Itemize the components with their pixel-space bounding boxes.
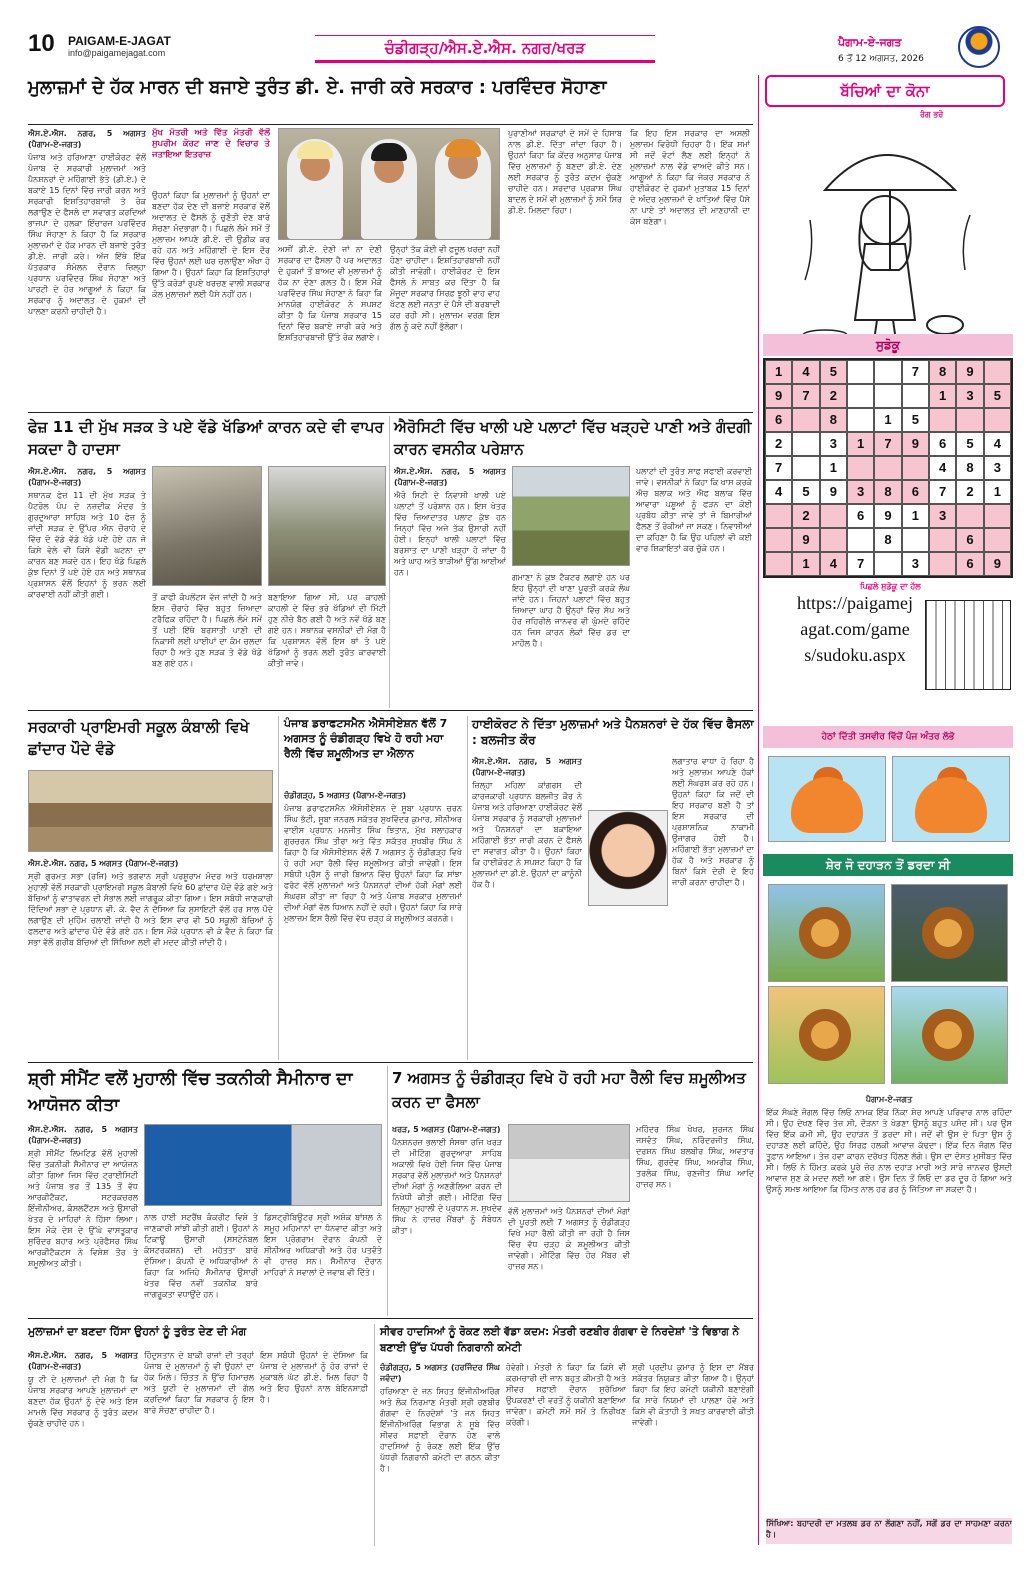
sudoku-cell[interactable]: 3 (820, 432, 847, 456)
sudoku-cell[interactable]: 6 (902, 480, 929, 504)
sudoku-cell[interactable] (874, 384, 901, 408)
draftsman-body-text: ਪੰਜਾਬ ਡਰਾਫਟਸਮੈਨ ਐਸੋਸੀਏਸ਼ਨ ਦੇ ਸੂਬਾ ਪ੍ਰਧਾਨ ਚਰਨ ਸਿੰਘ ਭੱਟੀ, ਸੂਬਾ ਜਨਰਲ ਸਕੱਤਰ ਸੁਖਵਿੰਦਰ ਕੁਮਾਰ, ਸੀਨੀਅਰ ਵਾਈਸ ਪ੍ਰਧਾਨ ਮਨਜੀਤ ਸਿੰਘ ਝਿਤਾਨ, ਮੁੱਖ ਸਲਾਹਕਾਰ ਗੁਰਚਰਨ ਸਿੰਘ ਤੀਰਾ ਅਤੇ ਵਿੱਤ ਸਕੱਤਰ ਸੁਖਬੀਰ ਸਿੰਘ ਨੇ ਕਿਹਾ ਹੈ ਕਿ ਐਸੋਸੀਏਸ਼ਨ ਵੱਲੋਂ 7 ਅਗਸਤ ਨੂੰ ਚੰਡੀਗੜ੍ਹ ਵਿਖੇ ਹੋ ਰਹੀ ਮਹਾ ਰੈਲੀ ਵਿੱਚ ਸ਼ਮੂਲੀਅਤ ਕੀਤੀ ਜਾਵੇਗੀ। ਇਸ ਸਬੰਧੀ ਪ੍ਰੈਸ ਨੂੰ ਜਾਰੀ ਬਿਆਨ ਵਿੱਚ ਉਹਨਾਂ ਕਿਹਾ ਕਿ ਸਾਂਝਾ ਫਰੰਟ ਵੱਲੋਂ ਮੁਲਾਜ਼ਮਾਂ ਅਤੇ ਪੈਨਸ਼ਨਰਾਂ ਦੀਆਂ ਹੱਕੀ ਮੰਗਾਂ ਲਈ ਸੰਘਰਸ਼ ਕੀਤਾ ਜਾ ਰਿਹਾ ਹੈ ਅਤੇ ਪੰਜਾਬ ਸਰਕਾਰ ਮੁਲਾਜ਼ਮਾਂ ਦੀਆਂ ਮੰਗਾਂ ਵੱਲ ਧਿਆਨ ਨਹੀਂ ਦੇ ਰਹੀ। ਉਹਨਾਂ ਕਿਹਾ ਕਿ ਸਾਰੇ ਮੁਲਾਜ਼ਮ ਇਸ ਰੈਲੀ ਵਿੱਚ ਵੱਧ ਚੜ੍ਹ ਕੇ ਸ਼ਮੂਲੀਅਤ ਕਰਨਗੇ। (284, 804, 462, 923)
sudoku-cell[interactable]: 4 (929, 456, 956, 480)
shree-cement-body (28, 1124, 138, 1314)
sudoku-cell[interactable] (792, 432, 819, 456)
employees-demand-headline: ਮੁਲਾਜ਼ਮਾਂ ਦਾ ਬਣਦਾ ਹਿੱਸਾ ਉਹਨਾਂ ਨੂੰ ਤੁਰੰਤ ਦੇਣ ਦੀ ਮੰਗ (28, 1325, 247, 1338)
sudoku-cell[interactable]: 6 (847, 504, 874, 528)
page-number: 10 (28, 30, 55, 57)
main-headline: ਮੁਲਾਜ਼ਮਾਂ ਦੇ ਹੱਕ ਮਾਰਨ ਦੀ ਬਜਾਏ ਤੁਰੰਤ ਡੀ. ਏ. ਜਾਰੀ ਕਰੇ ਸਰਕਾਰ : ਪਰਵਿੰਦਰ ਸੋਹਾਣਾ (28, 77, 607, 98)
divider (28, 1062, 753, 1063)
sudoku-cell[interactable] (902, 456, 929, 480)
divider (389, 416, 390, 708)
aerocity-headline: ਐਰੋਸਿਟੀ ਵਿੱਚ ਖਾਲੀ ਪਏ ਪਲਾਟਾਂ ਵਿੱਚ ਖੜ੍ਹਦੇ ਪਾਣੀ ਅਤੇ ਗੰਦਗੀ ਕਾਰਨ ਵਸਨੀਕ ਪਰੇਸ਼ਾਨ (394, 418, 752, 458)
phase11-col-2: ਤੋਂ ਕਾਫੀ ਕੰਪਲੇਂਟਸ ਵੱਜ ਜਾਂਦੀ ਹੈ ਅਤੇ ਇਸ ਚੌਰਾਹੇ ਵਿੱਚ ਬਹੁਤ ਜ਼ਿਆਦਾ ਟਰੈਫਿਕ ਰਹਿੰਦਾ ਹੈ। ਪਿਛਲੇ ਲੰਮੇ ਸਮੇਂ ਤੋਂ ਪਈ ਇੱਥੇ ਬਰਸਾਤੀ ਪਾਣੀ ਦੀ ਨਿਕਾਸੀ ਲਈ ਪਾਈਪਾਂ ਦਾ ਕੰਮ ਚਲਦਾ ਰਿਹਾ ਹੈ ਅਤੇ ਹੁਣ ਸੜਕ ਤੇ ਵੱਡੇ ਖੱਡੇ ਬਣ ਗਏ ਹਨ। (152, 593, 262, 668)
sudoku-cell[interactable] (847, 528, 874, 552)
school-photo (28, 770, 273, 852)
divider (28, 412, 753, 413)
shree-cement-col-3: ਡਿਸਟ੍ਰੀਬਿਊਟਰ ਸ੍ਰੀ ਅਸ਼ੋਕ ਬਾਂਸਲ ਨੇ ਸਮੂਹ ਮਹਿਮਾਨਾਂ ਦਾ ਧੰਨਵਾਦ ਕੀਤਾ ਅਤੇ ਇਸ ਪ੍ਰੋਗਰਾਮ ਦੌਰਾਨ ਕੰਪਨੀ ਦੇ ਸੀਨੀਅਰ ਅਧਿਕਾਰੀ ਅਤੇ ਹੋਰ ਪਤਵੰਤੇ ਵੀ ਹਾਜ਼ਰ ਸਨ। ਸੈਮੀਨਾਰ ਦੌਰਾਨ ਮਾਹਿਰਾਂ ਨੇ ਸਵਾਲਾਂ ਦੇ ਜਵਾਬ ਵੀ ਦਿੱਤੇ। (264, 1213, 382, 1277)
divider (28, 710, 753, 711)
highcourt-headline: ਹਾਈਕੋਰਟ ਨੇ ਦਿੱਤਾ ਮੁਲਾਜ਼ਮਾਂ ਅਤੇ ਪੈਨਸ਼ਨਰਾਂ ਦੇ ਹੱਕ ਵਿੱਚ ਫੈਸਲਾ : ਬਲਜੀਤ ਕੌਰ (472, 717, 754, 747)
school-body (28, 858, 273, 1058)
sudoku-cell[interactable]: 1 (929, 384, 956, 408)
sudoku-cell[interactable]: 4 (792, 360, 819, 384)
sudoku-cell[interactable] (929, 408, 956, 432)
sudoku-cell[interactable]: 1 (984, 480, 1011, 504)
previous-solution-label: ਪਿਛਲੇ ਸੁਡੋਕੂ ਦਾ ਹੱਲ (860, 582, 921, 591)
sudoku-cell[interactable] (874, 456, 901, 480)
sudoku-cell[interactable]: 6 (765, 408, 792, 432)
sewer-col-3: ਸ਼੍ਰੀ ਪ੍ਰਦੀਪ ਕੁਮਾਰ ਨੂੰ ਇਸ ਦਾ ਮੈਂਬਰ ਸਕੱਤਰ ਨਿਯੁਕਤ ਕੀਤਾ ਗਿਆ ਹੈ। ਉਨ੍ਹਾਂ ਕਿਹਾ ਕਿ ਇਹ ਕਮੇਟੀ ਯਕੀਨੀ ਬਣਾਏਗੀ ਕਿ ਸਾਰੇ ਨਿਯਮਾਂ ਦੀ ਪਾਲਣਾ ਹੋਵੇ ਅਤੇ ਕਿਸੇ ਵੀ ਕੋਤਾਹੀ ਤੇ ਸਖ਼ਤ ਕਾਰਵਾਈ ਕੀਤੀ ਜਾਵੇਗੀ। (632, 1363, 754, 1427)
sudoku-cell[interactable] (956, 504, 983, 528)
issue-date: 6 ਤੋਂ 12 ਅਗਸਤ, 2026 (838, 54, 924, 64)
divider (467, 716, 468, 1060)
sewer-col-1 (380, 1362, 500, 1546)
sudoku-cell[interactable] (929, 552, 956, 576)
sudoku-cell[interactable]: 9 (820, 480, 847, 504)
phase11-byline: ਐਸ.ਏ.ਐਸ. ਨਗਰ, 5 ਅਗਸਤ (ਪੈਗਾਮ-ਏ-ਜਗਤ) (28, 467, 146, 487)
sudoku-cell[interactable] (956, 408, 983, 432)
sudoku-cell[interactable] (984, 528, 1011, 552)
aerocity-col-1-text: ਐਰੋ ਸਿਟੀ ਦੇ ਨਿਵਾਸੀ ਖਾਲੀ ਪਏ ਪਲਾਟਾਂ ਤੋਂ ਪਰੇਸ਼ਾਨ ਹਨ। ਇਸ ਖੇਤਰ ਵਿੱਚ ਜ਼ਿਆਦਾਤਰ ਪਲਾਟ ਕੁੱਝ ਹਨ ਜਿਨ੍ਹਾਂ ਵਿੱਚ ਅਜੇ ਤੱਕ ਉਸਾਰੀ ਨਹੀਂ ਹੋਈ। ਇਨ੍ਹਾਂ ਖਾਲੀ ਪਲਾਟਾਂ ਵਿੱਚ ਬਰਸਾਤ ਦਾ ਪਾਣੀ ਖੜ੍ਹਾ ਹੋ ਜਾਂਦਾ ਹੈ ਅਤੇ ਘਾਹ ਅਤੇ ਝਾੜੀਆਂ ਉੱਗ ਆਈਆਂ ਹਨ। (394, 491, 506, 577)
shree-cement-headline: ਸ਼੍ਰੀ ਸੀਮੈਂਟ ਵਲੋਂ ਮੁਹਾਲੀ ਵਿੱਚ ਤਕਨੀਕੀ ਸੈਮੀਨਾਰ ਦਾ ਆਯੋਜਨ ਕੀਤਾ (28, 1069, 353, 1115)
seminar-photo (144, 1124, 382, 1206)
spot-difference-title: ਹੇਠਾਂ ਦਿੱਤੀ ਤਸਵੀਰ ਵਿੱਚੋਂ ਪੰਜ ਅੰਤਰ ਲੱਭੋ (763, 726, 1013, 748)
city-band (315, 35, 655, 63)
highcourt-col-2: ਲਗਾਤਾਰ ਵਾਧਾ ਹੋ ਰਿਹਾ ਹੈ ਅਤੇ ਮੁਲਾਜ਼ਮ ਆਪਣੇ ਹੱਕਾਂ ਲਈ ਸੰਘਰਸ਼ ਕਰ ਰਹੇ ਹਨ। ਉਹਨਾਂ ਕਿਹਾ ਕਿ ਜਦੋਂ ਦੀ ਇਹ ਸਰਕਾਰ ਬਣੀ ਹੈ ਤਾਂ ਇਸ ਸਰਕਾਰ ਦੀ ਪ੍ਰਸ਼ਾਸਨਿਕ ਨਾਕਾਮੀ ਉਜਾਗਰ ਹੋਈ ਹੈ। ਮਹਿੰਗਾਈ ਭੱਤਾ ਮੁਲਾਜ਼ਮਾਂ ਦਾ ਹੱਕ ਹੈ ਅਤੇ ਸਰਕਾਰ ਨੂੰ ਬਿਨਾਂ ਕਿਸੇ ਦੇਰੀ ਦੇ ਇਹ ਜਾਰੀ ਕਰਨਾ ਚਾਹੀਦਾ ਹੈ। (672, 757, 754, 887)
sudoku-cell[interactable]: 5 (902, 408, 929, 432)
sudoku-cell[interactable]: 9 (956, 360, 983, 384)
umbrella-girl-coloring-icon (785, 120, 985, 340)
sewer-headline: ਸੀਵਰ ਹਾਦਸਿਆਂ ਨੂੰ ਰੋਕਣ ਲਈ ਵੱਡਾ ਕਦਮ: ਮੰਤਰੀ ਰਣਬੀਰ ਗੰਗਵਾ ਦੇ ਨਿਰਦੇਸ਼ਾਂ 'ਤੇ ਵਿਭਾਗ ਨੇ ਬਣਾਈ ਉੱਚ ਪੱਧਰੀ ਨਿਗਰਾਨੀ ਕਮੇਟੀ (380, 1326, 740, 1354)
sudoku-cell[interactable]: 1 (765, 360, 792, 384)
sewer-col-2: ਹੋਵੇਗੀ। ਮੰਤਰੀ ਨੇ ਕਿਹਾ ਕਿ ਕਿਸੇ ਵੀ ਕਰਮਚਾਰੀ ਦੀ ਜਾਨ ਬਹੁਤ ਕੀਮਤੀ ਹੈ ਅਤੇ ਸੀਵਰ ਸਫ਼ਾਈ ਦੌਰਾਨ ਸੁਰੱਖਿਆ ਉਪਕਰਣਾਂ ਦੀ ਵਰਤੋਂ ਨੂੰ ਯਕੀਨੀ ਬਣਾਇਆ ਜਾਵੇਗਾ। ਕਮੇਟੀ ਸਮੇਂ ਸਮੇਂ ਤੇ ਨਿਰੀਖਣ ਕਰੇਗੀ। (506, 1363, 626, 1427)
sudoku-cell[interactable]: 4 (820, 552, 847, 576)
aerocity-byline: ਐਸ.ਏ.ਐਸ. ਨਗਰ, 5 ਅਗਸਤ (ਪੈਗਾਮ-ਏ-ਜਗਤ) (394, 467, 506, 487)
sudoku-cell[interactable]: 9 (874, 504, 901, 528)
sudoku-cell[interactable] (820, 528, 847, 552)
maha-rally-col-3: ਮਹਿੰਦਰ ਸਿੰਘ ਖੋਖਰ, ਸੁਰਜਨ ਸਿੰਘ ਜਸਵੰਤ ਸਿੰਘ, ਨਰਿੰਦਰਜੀਤ ਸਿੰਘ, ਦਰਸ਼ਨ ਸਿੰਘ ਬਲਬੀਰ ਸਿੰਘ, ਅਵਤਾਰ ਸਿੰਘ, ਗੁਰਦੇਵ ਸਿੰਘ, ਅਮਰੀਕ ਸਿੰਘ, ਤਰਲੋਕ ਸਿੰਘ, ਰਣਜੀਤ ਸਿੰਘ ਆਦਿ ਹਾਜ਼ਰ ਸਨ। (636, 1125, 754, 1189)
maha-rally-byline: ਖਰੜ, 5 ਅਗਸਤ (ਪੈਗਾਮ-ਏ-ਜਗਤ) (392, 1125, 501, 1134)
teapot-body (915, 777, 987, 833)
sudoku-cell[interactable]: 1 (820, 456, 847, 480)
sudoku-cell[interactable]: 3 (902, 552, 929, 576)
sudoku-cell[interactable] (820, 504, 847, 528)
highcourt-byline: ਐਸ.ਏ.ਐਸ. ਨਗਰ, 5 ਅਗਸਤ (ਪੈਗਾਮ-ਏ-ਜਗਤ) (472, 757, 582, 777)
sudoku-cell[interactable]: 2 (792, 504, 819, 528)
lion-illustration-4 (891, 986, 1008, 1084)
lion-face (934, 1021, 962, 1049)
sudoku-cell[interactable] (765, 504, 792, 528)
sudoku-cell[interactable]: 8 (874, 480, 901, 504)
turban-icon (297, 141, 333, 159)
sudoku-cell[interactable]: 4 (765, 480, 792, 504)
lion-face (811, 919, 839, 947)
officials-photo (278, 128, 500, 240)
divider (28, 1318, 753, 1319)
sudoku-url-link[interactable]: https://paigamejagat.com/games/sudoku.aspx (797, 593, 913, 665)
highcourt-col-1-text: ਜ਼ਿਲ੍ਹਾ ਮਹਿਲਾ ਕਾਂਗਰਸ ਦੀ ਕਾਰਜਕਾਰੀ ਪ੍ਰਧਾਨ ਬਲਜੀਤ ਕੌਰ ਨੇ ਪੰਜਾਬ ਅਤੇ ਹਰਿਆਣਾ ਹਾਈਕੋਰਟ ਵੱਲੋਂ ਪੰਜਾਬ ਸਰਕਾਰ ਨੂੰ ਸਰਕਾਰੀ ਮੁਲਾਜ਼ਮਾਂ ਅਤੇ ਪੈਨਸ਼ਨਰਾਂ ਦਾ ਬਕਾਇਆ ਮਹਿੰਗਾਈ ਭੱਤਾ ਜਾਰੀ ਕਰਨ ਦੇ ਫੈਸਲੇ ਦਾ ਸਵਾਗਤ ਕੀਤਾ ਹੈ। ਉਹਨਾਂ ਕਿਹਾ ਕਿ ਹਾਈਕੋਰਟ ਨੇ ਸਪਸ਼ਟ ਕਿਹਾ ਹੈ ਕਿ ਮੁਲਾਜ਼ਮਾਂ ਦਾ ਡੀ.ਏ. ਉਹਨਾਂ ਦਾ ਕਾਨੂੰਨੀ ਹੱਕ ਹੈ। (472, 781, 582, 889)
aerocity-col-1 (394, 466, 506, 706)
lion-illustration-2 (891, 884, 1008, 982)
sudoku-cell[interactable] (792, 456, 819, 480)
lion-face (811, 1021, 839, 1049)
sudoku-cell[interactable]: 6 (956, 552, 983, 576)
sudoku-cell[interactable] (902, 384, 929, 408)
sudoku-title: ਸੁਡੋਕੂ (763, 334, 1013, 356)
main-pullquote: ਮੁੱਖ ਮੰਤਰੀ ਅਤੇ ਵਿੱਤ ਮੰਤਰੀ ਵੱਲੋਂ ਸੁਪਰੀਮ ਕੋਰਟ ਜਾਣ ਦੇ ਵਿਚਾਰ ਤੇ ਜਤਾਇਆ ਇਤਰਾਜ਼ (152, 128, 270, 160)
sudoku-cell[interactable]: 5 (984, 384, 1011, 408)
aerocity-col-2: ਗਮਾਣਾ ਨੇ ਕੁਝ ਟੈਕਟਰ ਲਗਾਏ ਹਨ ਪਰ ਇਹ ਉਨ੍ਹਾਂ ਦੀ ਖਾਣਾ ਪੂਰਤੀ ਕਰਕੇ ਲੰਘ ਜਾਂਦੇ ਹਨ। ਜਿਹਨਾਂ ਪਲਾਟਾਂ ਵਿੱਚ ਬਹੁਤ ਜ਼ਿਆਦਾ ਘਾਹ ਹੈ ਉਨ੍ਹਾਂ ਵਿੱਚ ਸੱਪ ਅਤੇ ਹੋਰ ਜ਼ਹਿਰੀਲੇ ਜਾਨਵਰ ਵੀ ਘੁੰਮਦੇ ਰਹਿੰਦੇ ਹਨ ਜਿਸ ਕਾਰਨ ਲੋਕਾਂ ਵਿੱਚ ਡਰ ਦਾ ਮਾਹੌਲ ਹੈ। (512, 573, 630, 648)
teapot-body (791, 777, 863, 833)
phase11-col-1-text: ਸਥਾਨਕ ਫੇਜ਼ 11 ਦੀ ਮੁੱਖ ਸੜਕ ਤੇ ਪੈਟਰੋਲ ਪੰਪ ਦੇ ਨਜ਼ਦੀਕ ਮੰਦਰ ਤੇ ਗੁਰਦੁਆਰਾ ਸਾਹਿਬ ਅਤੇ 10 ਫੇਜ਼ ਨੂੰ ਜਾਂਦੀ ਸੜਕ ਦੇ ਉੱਪਰ ਐਨ ਚੌਰਾਹੇ ਦੇ ਵਿੱਚ ਦੋ ਵੱਡੇ ਵੱਡੇ ਖੱਡੇ ਪਏ ਹੋਏ ਹਨ ਜੋ ਕਿਸੇ ਵੇਲੇ ਵੀ ਕਿਸੇ ਵੱਡੀ ਘਟਨਾ ਦਾ ਕਾਰਨ ਬਣ ਸਕਦੇ ਹਨ। ਇਹ ਖੱਡੇ ਪਿਛਲੇ ਕੁੱਝ ਦਿਨਾਂ ਤੋਂ ਪਏ ਹੋਏ ਹਨ ਅਤੇ ਸਥਾਨਕ ਪ੍ਰਸ਼ਾਸਨ ਵੱਲੋਂ ਇਹਨਾਂ ਨੂੰ ਭਰਨ ਲਈ ਕਾਰਵਾਈ ਨਹੀਂ ਕੀਤੀ ਗਈ। (28, 491, 146, 599)
maha-rally-col-1 (392, 1124, 502, 1314)
sudoku-cell[interactable]: 5 (792, 480, 819, 504)
main-col-1-text: ਪੰਜਾਬ ਅਤੇ ਹਰਿਆਣਾ ਹਾਈਕੋਰਟ ਵੱਲੋਂ ਪੰਜਾਬ ਦੇ ਸਰਕਾਰੀ ਮੁਲਾਜ਼ਮਾਂ ਅਤੇ ਪੈਨਸ਼ਨਰਾਂ ਦੇ ਮਹਿੰਗਾਈ ਭੱਤੇ (ਡੀ.ਏ.) ਦੇ ਬਕਾਏ 15 ਦਿਨਾਂ ਵਿੱਚ ਜਾਰੀ ਕਰਨ ਅਤੇ ਸਰਕਾਰੀ ਇਸ਼ਤਿਹਾਰਬਾਜ਼ੀ ਤੇ ਰੋਕ ਲਗਾਉਣ ਦੇ ਫੈਸਲੇ ਦਾ ਸਵਾਗਤ ਕਰਦਿਆਂ ਭਾਜਪਾ ਦੇ ਹਲਕਾ ਇੰਚਾਰਜ ਪਰਵਿੰਦਰ ਸਿੰਘ ਸੋਹਾਣਾ ਨੇ ਕਿਹਾ ਹੈ ਕਿ ਸਰਕਾਰ ਮੁਲਾਜ਼ਮਾਂ ਦੇ ਹੱਕ ਮਾਰਨ ਦੀ ਬਜਾਏ ਤੁਰੰਤ ਡੀ.ਏ. ਜਾਰੀ ਕਰੇ। ਅੱਜ ਇੱਥੇ ਇੱਕ ਪੱਤਰਕਾਰ ਸੰਮੇਲਨ ਦੌਰਾਨ ਜ਼ਿਲ੍ਹਾ ਪ੍ਰਧਾਨ ਪਰਵਿੰਦਰ ਸਿੰਘ ਸੋਹਾਣਾ ਅਤੇ ਪਾਰਟੀ ਦੇ ਹੋਰ ਆਗੂਆਂ ਨੇ ਕਿਹਾ ਕਿ ਸਰਕਾਰ ਨੂੰ ਅਦਾਲਤ ਦੇ ਹੁਕਮਾਂ ਦੀ ਪਾਲਣਾ ਕਰਨੀ ਚਾਹੀਦੀ ਹੈ। (28, 153, 146, 316)
sudoku-cell[interactable]: 7 (792, 384, 819, 408)
sudoku-cell[interactable] (874, 360, 901, 384)
divider (28, 124, 753, 125)
phase11-headline: ਫੇਜ਼ 11 ਦੀ ਮੁੱਖ ਸੜਕ ਤੇ ਪਏ ਵੱਡੇ ਖੱਡਿਆਂ ਕਾਰਨ ਕਦੇ ਵੀ ਵਾਪਰ ਸਕਦਾ ਹੈ ਹਾਦਸਾ (28, 418, 384, 458)
divider (278, 716, 279, 1060)
email-link[interactable]: info@paigamejagat.com (68, 48, 166, 58)
maha-rally-col-2: ਵੱਲੋਂ ਮੁਲਾਜ਼ਮਾਂ ਅਤੇ ਪੈਨਸ਼ਨਰਾਂ ਦੀਆਂ ਮੰਗਾਂ ਦੀ ਪੂਰਤੀ ਲਈ 7 ਅਗਸਤ ਨੂੰ ਚੰਡੀਗੜ੍ਹ ਵਿਖੇ ਮਹਾ ਰੈਲੀ ਕੀਤੀ ਜਾ ਰਹੀ ਹੈ ਜਿਸ ਵਿੱਚ ਵੱਧ ਚੜ੍ਹ ਕੇ ਸ਼ਮੂਲੀਅਤ ਕੀਤੀ ਜਾਵੇਗੀ। ਮੀਟਿੰਗ ਵਿੱਚ ਹੋਰ ਮੈਂਬਰ ਵੀ ਹਾਜ਼ਰ ਸਨ। (508, 1207, 630, 1271)
phase11-col-3: ਬਣਾਇਆ ਗਿਆ ਸੀ, ਪਰ ਕਾਹਲੀ ਕਾਹਲੀ ਦੇ ਵਿੱਚ ਭਰੇ ਖੱਡਿਆਂ ਦੀ ਮਿੱਟੀ ਹੁਣ ਨੀਚੇ ਬੈਠ ਗਈ ਹੈ ਅਤੇ ਨਵੇਂ ਖੱਡੇ ਬਣ ਗਏ ਹਨ। ਸਥਾਨਕ ਵਸਨੀਕਾਂ ਦੀ ਮੰਗ ਹੈ ਕਿ ਪ੍ਰਸ਼ਾਸਨ ਵੱਲੋਂ ਇਸ ਥਾਂ ਤੇ ਪਏ ਖੱਡਿਆਂ ਨੂੰ ਭਰਨ ਲਈ ਤੁਰੰਤ ਕਾਰਵਾਈ ਕੀਤੀ ਜਾਵੇ। (268, 593, 386, 668)
sudoku-cell[interactable]: 3 (847, 480, 874, 504)
divider (387, 1066, 388, 1316)
sudoku-cell[interactable] (847, 384, 874, 408)
sudoku-cell[interactable]: 9 (792, 528, 819, 552)
sudoku-cell[interactable] (765, 528, 792, 552)
lion-illustration-3 (768, 986, 885, 1084)
turban-icon (445, 139, 481, 157)
divider (374, 1324, 375, 1546)
sudoku-cell[interactable]: 3 (929, 504, 956, 528)
sudoku-cell[interactable]: 9 (984, 552, 1011, 576)
sudoku-cell[interactable]: 3 (984, 456, 1011, 480)
torch-logo-icon (958, 26, 1000, 68)
maha-rally-headline: 7 ਅਗਸਤ ਨੂੰ ਚੰਡੀਗੜ੍ਹ ਵਿਖੇ ਹੋ ਰਹੀ ਮਹਾ ਰੈਲੀ ਵਿਚ ਸ਼ਮੂਲੀਅਤ ਕਰਨ ਦਾ ਫੈਸਲਾ (392, 1069, 746, 1111)
sudoku-grid[interactable] (763, 358, 1013, 578)
shree-cement-byline: ਐਸ.ਏ.ਐਸ. ਨਗਰ, 5 ਅਗਸਤ (ਪੈਗਾਮ-ਏ-ਜਗਤ) (28, 1125, 138, 1145)
shree-cement-col-2: ਨਾਲ ਹਾਈ ਸਟਰੈਂਥ ਕੰਕਰੀਟ ਵਿਸ਼ੇ ਤੇ ਜਾਣਕਾਰੀ ਸਾਂਝੀ ਕੀਤੀ ਗਈ। ਉਹਨਾਂ ਨੇ ਟਿਕਾਊ ਉਸਾਰੀ (ਸਸਟੇਨੇਬਲ ਕੰਸਟਰਕਸ਼ਨ) ਦੀ ਮਹੱਤਤਾ ਬਾਰੇ ਦੱਸਿਆ। ਕੰਪਨੀ ਦੇ ਅਧਿਕਾਰੀਆਂ ਨੇ ਕਿਹਾ ਕਿ ਅਜਿਹੇ ਸੈਮੀਨਾਰ ਉਸਾਰੀ ਖੇਤਰ ਵਿੱਚ ਨਵੀਂ ਤਕਨੀਕ ਬਾਰੇ ਜਾਗਰੂਕਤਾ ਵਧਾਉਂਦੇ ਹਨ। (144, 1213, 258, 1299)
sudoku-cell[interactable]: 9 (765, 384, 792, 408)
highcourt-col-1 (472, 756, 582, 1058)
employees-col-3: ਇਸ ਸਬੰਧੀ ਉਹਨਾਂ ਦੇ ਦੱਸਿਆ ਕਿ ਪੰਜਾਬ ਦੇ ਮੁਲਾਜ਼ਮਾਂ ਨੂੰ ਹੋਰ ਰਾਜਾਂ ਦੇ ਮੁਕਾਬਲੇ ਘੱਟ ਡੀ.ਏ. ਮਿਲ ਰਿਹਾ ਹੈ ਅਤੇ ਇਹ ਉਹਨਾਂ ਨਾਲ ਬੇਇਨਸਾਫ਼ੀ ਹੈ। (260, 1351, 368, 1404)
sudoku-cell[interactable]: 7 (874, 432, 901, 456)
sudoku-cell[interactable]: 4 (984, 432, 1011, 456)
sudoku-cell[interactable] (984, 504, 1011, 528)
sudoku-cell[interactable]: 7 (765, 456, 792, 480)
story-moral: ਸਿੱਖਿਆ: ਬਹਾਦਰੀ ਦਾ ਮਤਲਬ ਡਰ ਨਾ ਲੱਗਣਾ ਨਹੀਂ, ਸਗੋਂ ਡਰ ਦਾ ਸਾਹਮਣਾ ਕਰਨਾ ਹੈ। (766, 1518, 1012, 1544)
employees-byline: ਐਸ.ਏ.ਐਸ. ਨਗਰ, 5 ਅਗਸਤ (ਪੈਗਾਮ-ਏ-ਜਗਤ) (28, 1351, 138, 1371)
turban-icon (371, 143, 407, 161)
story-body-text: ਇੱਕ ਸੰਘਣੇ ਜੰਗਲ ਵਿੱਚ ਲਿਓ ਨਾਮਕ ਇੱਕ ਨਿੱਕਾ ਸ਼ੇਰ ਆਪਣੇ ਪਰਿਵਾਰ ਨਾਲ ਰਹਿੰਦਾ ਸੀ। ਉਹ ਦੇਖਣ ਵਿੱਚ ਤੇਜ਼ ਸੀ, ਦੌੜਨਾ ਤੇ ਖੇਡਣਾ ਉਸਨੂੰ ਬਹੁਤ ਪਸੰਦ ਸੀ। ਪਰ ਉਸ ਵਿੱਚ ਇੱਕ ਕਮੀ ਸੀ, ਉਹ ਦਹਾੜਨ ਤੋਂ ਡਰਦਾ ਸੀ। ਜਦੋਂ ਵੀ ਉਸ ਦੇ ਪਿਤਾ ਉਸ ਨੂੰ ਦਹਾੜਣ ਲਈ ਕਹਿੰਦੇ, ਉਹ ਸਿਰਫ਼ ਹਲਕੀ ਆਵਾਜ਼ ਕੱਢਦਾ। ਇੱਕ ਦਿਨ ਜੰਗਲ ਵਿੱਚ ਤੂਫ਼ਾਨ ਆਇਆ। ਤੇਜ਼ ਹਵਾ ਕਾਰਨ ਦਰੱਖਤ ਹਿੱਲਣ ਲੱਗੇ। ਉਸ ਦਾ ਦੋਸਤ ਮੁਸੀਬਤ ਵਿੱਚ ਸੀ। ਲਿਓ ਨੇ ਹਿੰਮਤ ਕਰਕੇ ਪੂਰੇ ਜ਼ੋਰ ਨਾਲ ਦਹਾੜ ਮਾਰੀ ਅਤੇ ਸਾਰੇ ਜਾਨਵਰ ਉਸਦੀ ਆਵਾਜ਼ ਸੁਣ ਕੇ ਮਦਦ ਲਈ ਆ ਗਏ। ਉਸ ਦਿਨ ਤੋਂ ਲਿਓ ਦਾ ਡਰ ਦੂਰ ਹੋ ਗਿਆ ਅਤੇ ਉਸਨੂੰ ਸਮਝ ਆਇਆ ਕਿ ਹਿੰਮਤ ਨਾਲ ਹਰ ਡਰ ਨੂੰ ਜਿੱਤਿਆ ਜਾ ਸਕਦਾ ਹੈ। (766, 1108, 1012, 1194)
sudoku-cell[interactable] (847, 456, 874, 480)
lion-face (934, 919, 962, 947)
sudoku-cell[interactable] (847, 360, 874, 384)
main-col-5: ਪੁਰਾਣੀਆਂ ਸਰਕਾਰਾਂ ਦੇ ਸਮੇਂ ਦੇ ਹਿਸਾਬ ਨਾਲ ਡੀ.ਏ. ਦਿੱਤਾ ਜਾਂਦਾ ਰਿਹਾ ਹੈ। ਉਹਨਾਂ ਕਿਹਾ ਕਿ ਕੇਂਦਰ ਅਨੁਸਾਰ ਪੰਜਾਬ ਵਿੱਚ ਮੁਲਾਜ਼ਮਾਂ ਨੂੰ ਬਣਦਾ ਡੀ.ਏ. ਦੇਣ ਲਈ ਸਰਕਾਰ ਨੂੰ ਤੁਰੰਤ ਕਦਮ ਚੁੱਕਣੇ ਚਾਹੀਦੇ ਹਨ। ਸਰਦਾਰ ਪ੍ਰਕਾਸ਼ ਸਿੰਘ ਬਾਦਲ ਦੇ ਸਮੇਂ ਵੀ ਮੁਲਾਜ਼ਮਾਂ ਨੂੰ ਸਮੇਂ ਸਿਰ ਡੀ.ਏ. ਮਿਲਦਾ ਰਿਹਾ। (508, 129, 622, 215)
employees-col-2: ਹਿੰਦੁਸਤਾਨ ਦੇ ਬਾਕੀ ਰਾਜਾਂ ਦੀ ਤਰ੍ਹਾਂ ਪੰਜਾਬ ਦੇ ਮੁਲਾਜ਼ਮਾਂ ਨੂੰ ਵੀ ਉਹਨਾਂ ਦਾ ਹੱਕ ਮਿਲੇ। ਚਿੰਤਤ ਨੇ ਉੱਚ ਹਿਮਾਚਲ ਅਤੇ ਯੂਟੀ ਦੇ ਮੁਲਾਜ਼ਮਾਂ ਦੀ ਗੱਲ ਕਰਦਿਆਂ ਕਿਹਾ ਕਿ ਸਰਕਾਰ ਨੂੰ ਇਸ ਬਾਰੇ ਸੋਚਣਾ ਚਾਹੀਦਾ ਹੈ। (144, 1351, 254, 1415)
sudoku-cell[interactable] (984, 360, 1011, 384)
main-col-1 (28, 128, 146, 410)
sudoku-cell[interactable]: 6 (929, 432, 956, 456)
main-col-3: ਅਸੀਂ ਡੀ.ਏ. ਦੇਣੀ ਜਾਂ ਨਾ ਦੇਣੀ ਸਰਕਾਰ ਦਾ ਫੈਸਲਾ ਹੈ ਪਰ ਅਦਾਲਤ ਦੇ ਹੁਕਮਾਂ ਤੋਂ ਬਾਅਦ ਵੀ ਮੁਲਾਜ਼ਮਾਂ ਨੂੰ ਹੱਕ ਨਾ ਦੇਣਾ ਗਲਤ ਹੈ। ਇਸ ਮੌਕੇ ਪਰਵਿੰਦਰ ਸਿੰਘ ਸੋਹਾਣਾ ਨੇ ਕਿਹਾ ਕਿ ਮਾਨਯੋਗ ਹਾਈਕੋਰਟ ਨੇ ਸਪਸ਼ਟ ਕੀਤਾ ਹੈ ਕਿ ਪੰਜਾਬ ਸਰਕਾਰ 15 ਦਿਨਾਂ ਵਿੱਚ ਬਕਾਏ ਜਾਰੀ ਕਰੇ ਅਤੇ ਇਸ਼ਤਿਹਾਰਬਾਜ਼ੀ ਉੱਤੇ ਰੋਕ ਲਗਾਏ। (278, 245, 382, 342)
masthead (0, 0, 1024, 70)
draftsman-byline: ਚੰਡੀਗੜ੍ਹ, 5 ਅਗਸਤ (ਪੈਗਾਮ-ਏ-ਜਗਤ) (284, 791, 407, 800)
sudoku-cell[interactable]: 2 (765, 432, 792, 456)
paper-name-punjabi: ਪੈਗਾਮ-ਏ-ਜਗਤ (838, 36, 902, 49)
school-headline: ਸਰਕਾਰੀ ਪ੍ਰਾਇਮਰੀ ਸਕੂਲ ਕੰਬਾਲੀ ਵਿਖੇ ਛਾਂਦਾਰ ਪੌਦੇ ਵੰਡੇ (28, 718, 250, 758)
draftsman-body (284, 790, 462, 1060)
portrait-photo (588, 810, 668, 906)
kids-corner-title: ਬੱਚਿਆਂ ਦਾ ਕੋਨਾ (765, 75, 1005, 107)
sudoku-cell[interactable] (765, 552, 792, 576)
story-byline: ਪੈਗਾਮ-ਏ-ਜਗਤ (865, 1095, 913, 1104)
sudoku-cell[interactable]: 7 (902, 360, 929, 384)
story-title: ਸ਼ੇਰ ਜੋ ਦਹਾੜਨ ਤੋਂ ਡਰਦਾ ਸੀ (763, 854, 1013, 876)
sudoku-cell[interactable]: 1 (874, 408, 901, 432)
sudoku-cell[interactable]: 7 (929, 480, 956, 504)
main-col-4: ਉਨ੍ਹਾਂ ਤੱਕ ਕੋਈ ਵੀ ਫਜ਼ੂਲ ਖਰਚਾ ਨਹੀਂ ਹੋਣਾ ਚਾਹੀਦਾ। ਇਸ਼ਤਿਹਾਰਬਾਜ਼ੀ ਨਹੀਂ ਕੀਤੀ ਜਾਵੇਗੀ। ਹਾਈਕੋਰਟ ਦੇ ਇਸ ਫੈਸਲੇ ਨੇ ਸਾਬਤ ਕਰ ਦਿੱਤਾ ਹੈ ਕਿ ਮੌਜੂਦਾ ਸਰਕਾਰ ਸਿਰਫ਼ ਝੂਠੀ ਵਾਹ ਵਾਹ ਖੱਟਣ ਲਈ ਜਨਤਾ ਦੇ ਪੈਸੇ ਦੀ ਬਰਬਾਦੀ ਕਰ ਰਹੀ ਸੀ। ਮੁਲਾਜ਼ਮ ਵਰਗ ਇਸ ਗੱਲ ਨੂੰ ਕਦੇ ਨਹੀਂ ਭੁੱਲੇਗਾ। (390, 245, 500, 331)
story-body (766, 1094, 1012, 1514)
sudoku-cell[interactable]: 8 (874, 528, 901, 552)
maha-rally-col-1-text: ਪੈਨਸ਼ਨਰਜ਼ ਭਲਾਈ ਸੰਸਥਾ ਰਜਿ ਖਰੜ ਦੀ ਮੀਟਿੰਗ ਗੁਰਦੁਆਰਾ ਸਾਹਿਬ ਅਕਾਲੀ ਵਿਖੇ ਹੋਈ ਜਿਸ ਵਿੱਚ ਪੰਜਾਬ ਸਰਕਾਰ ਵੱਲੋਂ ਮੁਲਾਜ਼ਮਾਂ ਅਤੇ ਪੈਨਸ਼ਨਰਾਂ ਦੀਆਂ ਮੰਗਾਂ ਨੂੰ ਅਣਗੌਲਿਆ ਕਰਨ ਦੀ ਨਿਖੇਧੀ ਕੀਤੀ ਗਈ। ਮੀਟਿੰਗ ਵਿੱਚ ਜ਼ਿਲ੍ਹਾ ਮੁਹਾਲੀ ਦੇ ਪ੍ਰਧਾਨ ਸ. ਸੁਖਦੇਵ ਸਿੰਘ ਨੇ ਹਾਜ਼ਰ ਮੈਂਬਰਾਂ ਨੂੰ ਸੰਬੋਧਨ ਕੀਤਾ। (392, 1138, 502, 1235)
paper-name: PAIGAM-E-JAGAT (68, 34, 171, 48)
sudoku-cell[interactable]: 1 (792, 552, 819, 576)
lion-illustration-1 (768, 884, 885, 982)
sudoku-cell[interactable]: 1 (902, 504, 929, 528)
sudoku-cell[interactable]: 5 (956, 432, 983, 456)
sudoku-cell[interactable]: 2 (820, 384, 847, 408)
main-col-6: ਕਿ ਇਹ ਇਸ ਸਰਕਾਰ ਦਾ ਅਸਲੀ ਮੁਲਾਜ਼ਮ ਵਿਰੋਧੀ ਚਿਹਰਾ ਹੈ। ਇੱਕ ਸਮਾਂ ਸੀ ਜਦੋਂ ਵੋਟਾਂ ਲੈਣ ਲਈ ਇਨ੍ਹਾਂ ਨੇ ਮੁਲਾਜ਼ਮਾਂ ਨਾਲ ਵੱਡੇ ਵਾਅਦੇ ਕੀਤੇ ਸਨ। ਆਗੂਆਂ ਨੇ ਕਿਹਾ ਕਿ ਜੇਕਰ ਸਰਕਾਰ ਨੇ ਹਾਈਕੋਰਟ ਦੇ ਹੁਕਮਾਂ ਮੁਤਾਬਕ 15 ਦਿਨਾਂ ਦੇ ਅੰਦਰ ਮੁਲਾਜ਼ਮਾਂ ਦੇ ਖਾਤਿਆਂ ਵਿੱਚ ਪੈਸੇ ਨਾ ਪਾਏ ਤਾਂ ਅਦਾਲਤ ਦੀ ਮਾਣਹਾਨੀ ਦਾ ਕੇਸ ਬਣੇਗਾ। (630, 129, 750, 226)
employees-col-1-text: ਯੂ ਟੀ ਦੇ ਮੁਲਾਜ਼ਮਾਂ ਦੀ ਮੰਗ ਹੈ ਕਿ ਪੰਜਾਬ ਸਰਕਾਰ ਆਪਣੇ ਮੁਲਾਜ਼ਮਾਂ ਦਾ ਬਣਦਾ ਹੱਕ ਉਹਨਾਂ ਨੂੰ ਦੇਵੇ ਅਤੇ ਇਸ ਮਾਮਲੇ ਵਿੱਚ ਸਰਕਾਰ ਨੂੰ ਤੁਰੰਤ ਕਦਮ ਚੁੱਕਣੇ ਚਾਹੀਦੇ ਹਨ। (28, 1375, 138, 1428)
sudoku-cell[interactable] (847, 408, 874, 432)
teapot-house-picture-b[interactable] (892, 756, 1010, 842)
employees-col-1 (28, 1350, 138, 1545)
meeting-photo (508, 1124, 630, 1202)
sudoku-cell[interactable] (929, 528, 956, 552)
sudoku-cell[interactable]: 3 (956, 384, 983, 408)
school-body-text: ਸ੍ਰੀ ਗੁਰਮਤ ਸਭਾ (ਰਜਿ) ਅਤੇ ਭਗਵਾਨ ਸ੍ਰੀ ਪਰਸ਼ੂਰਾਮ ਮੰਦਰ ਅਤੇ ਧਰਮਸ਼ਾਲਾ ਮੁਹਾਲੀ ਵੱਲੋਂ ਸਰਕਾਰੀ ਪ੍ਰਾਇਮਰੀ ਸਕੂਲ ਕੰਬਾਲੀ ਵਿਖੇ 60 ਛਾਂਦਾਰ ਪੌਦੇ ਵੰਡੇ ਗਏ ਅਤੇ ਬੱਚਿਆਂ ਨੂੰ ਵਾਤਾਵਰਨ ਦੀ ਸੰਭਾਲ ਲਈ ਜਾਗਰੂਕ ਕੀਤਾ ਗਿਆ। ਇਸ ਸਬੰਧੀ ਜਾਣਕਾਰੀ ਦਿੰਦਿਆਂ ਸਭਾ ਦੇ ਪ੍ਰਧਾਨ ਵੀ. ਕੇ. ਵੈਦ ਨੇ ਦੱਸਿਆ ਕਿ ਸੁਸਾਇਟੀ ਵੱਲੋਂ ਹਰ ਸਾਲ ਪੌਦੇ ਲਗਾਉਣ ਦੀ ਮੁਹਿੰਮ ਚਲਾਈ ਜਾਂਦੀ ਹੈ ਅਤੇ ਇਸ ਵਾਰ ਵੀ 50 ਸਕੂਲੀ ਬੱਚਿਆਂ ਨੂੰ ਫਲਦਾਰ ਅਤੇ ਛਾਂਦਾਰ ਪੌਦੇ ਵੰਡੇ ਗਏ ਹਨ। ਇਸ ਮੌਕੇ ਪ੍ਰਧਾਨ ਵੀ ਕੇ ਵੈਦ ਨੇ ਕਿਹਾ ਕਿ ਸਭਾ ਵੱਲੋਂ ਗਰੀਬ ਬੱਚਿਆਂ ਦੀ ਸਿੱਖਿਆ ਲਈ ਵੀ ਮਦਦ ਕੀਤੀ ਜਾਂਦੀ ਹੈ। (28, 872, 273, 947)
color-in-label: ਰੰਗ ਭਰੋ (920, 110, 944, 119)
sudoku-cell[interactable]: 8 (929, 360, 956, 384)
shree-cement-body-text: ਸ਼੍ਰੀ ਸੀਮੈਂਟ ਲਿਮਟਿਡ ਵੱਲੋਂ ਮੁਹਾਲੀ ਵਿੱਚ ਤਕਨੀਕੀ ਸੈਮੀਨਾਰ ਦਾ ਆਯੋਜਨ ਕੀਤਾ ਗਿਆ ਜਿਸ ਵਿੱਚ ਟ੍ਰਾਈਸਿਟੀ ਅਤੇ ਪੰਜਾਬ ਭਰ ਤੋਂ 135 ਤੋਂ ਵੱਧ ਆਰਕੀਟੈਕਟ, ਸਟਰਕਚਰਲ ਇੰਜੀਨੀਅਰ, ਕੰਸਲਟੈਂਟਸ ਅਤੇ ਉਸਾਰੀ ਖੇਤਰ ਦੇ ਮਾਹਿਰਾਂ ਨੇ ਹਿੱਸਾ ਲਿਆ। ਇਸ ਮੌਕੇ ਦੇਸ਼ ਦੇ ਉੱਘੇ ਵਾਸਤੂਕਾਰ ਸੁਰਿੰਦਰ ਬਹਾਰ ਅਤੇ ਪ੍ਰੋਫੈਸਰ ਸਿੰਘ ਆਰਕੀਟੈਕਟਸ ਨੇ ਵਿਸ਼ੇਸ਼ ਤੌਰ ਤੇ ਸ਼ਮੂਲੀਅਤ ਕੀਤੀ। (28, 1149, 138, 1268)
sewer-col-1-text: ਹਰਿਆਣਾ ਦੇ ਜਨ ਸਿਹਤ ਇੰਜੀਨੀਅਰਿੰਗ ਅਤੇ ਲੋਕ ਨਿਰਮਾਣ ਮੰਤਰੀ ਸ਼੍ਰੀ ਰਣਬੀਰ ਗੰਗਵਾ ਦੇ ਨਿਰਦੇਸ਼ਾਂ 'ਤੇ ਜਨ ਸਿਹਤ ਇੰਜੀਨੀਅਰਿੰਗ ਵਿਭਾਗ ਨੇ ਸੂਬੇ ਵਿੱਚ ਸੀਵਰ ਸਫ਼ਾਈ ਦੌਰਾਨ ਹੋਣ ਵਾਲੇ ਹਾਦਸਿਆਂ ਨੂੰ ਰੋਕਣ ਲਈ ਇੱਕ ਉੱਚ ਪੱਧਰੀ ਨਿਗਰਾਨੀ ਕਮੇਟੀ ਦਾ ਗਠਨ ਕੀਤਾ ਹੈ। (380, 1387, 500, 1473)
sudoku-cell[interactable]: 9 (902, 432, 929, 456)
main-col-2: ਉਹਨਾਂ ਕਿਹਾ ਕਿ ਮੁਲਾਜ਼ਮਾਂ ਨੂੰ ਉਹਨਾਂ ਦਾ ਬਣਦਾ ਹੱਕ ਦੇਣ ਦੀ ਬਜਾਏ ਸਰਕਾਰ ਵੱਲੋਂ ਅਦਾਲਤ ਦੇ ਫੈਸਲੇ ਨੂੰ ਚੁਣੌਤੀ ਦੇਣ ਬਾਰੇ ਸੋਚਣਾ ਮੰਦਭਾਗਾ ਹੈ। ਪਿਛਲੇ ਲੰਮੇ ਸਮੇਂ ਤੋਂ ਮੁਲਾਜ਼ਮ ਆਪਣੇ ਡੀ.ਏ. ਦੀ ਉਡੀਕ ਕਰ ਰਹੇ ਹਨ ਅਤੇ ਮਹਿੰਗਾਈ ਦੇ ਇਸ ਦੌਰ ਵਿੱਚ ਉਹਨਾਂ ਲਈ ਘਰ ਚਲਾਉਣਾ ਔਖਾ ਹੋ ਗਿਆ ਹੈ। ਉਹਨਾਂ ਕਿਹਾ ਕਿ ਇਸ਼ਤਿਹਾਰਾਂ ਉੱਤੇ ਕਰੋੜਾਂ ਰੁਪਏ ਖਰਚਣ ਵਾਲੀ ਸਰਕਾਰ ਕੋਲ ਮੁਲਾਜ਼ਮਾਂ ਲਈ ਪੈਸੇ ਨਹੀਂ ਹਨ। (152, 191, 270, 299)
sudoku-cell[interactable]: 2 (956, 480, 983, 504)
sudoku-cell[interactable] (874, 552, 901, 576)
sudoku-cell[interactable] (792, 408, 819, 432)
sudoku-cell[interactable] (984, 408, 1011, 432)
plot-photo (512, 466, 630, 566)
teapot-house-picture-a[interactable] (768, 756, 886, 842)
sudoku-cell[interactable]: 7 (847, 552, 874, 576)
sudoku-cell[interactable]: 8 (820, 408, 847, 432)
sewer-byline: ਚੰਡੀਗੜ੍ਹ, 5 ਅਗਸਤ (ਹਰਜਿੰਦਰ ਸਿੰਘ ਜਵੰਦਾ) (380, 1363, 500, 1383)
previous-sudoku-solution-grid (925, 600, 1011, 690)
column-divider (758, 75, 759, 1545)
city-band-label: ਚੰਡੀਗੜ੍ਹ/ਐਸ.ਏ.ਐਸ. ਨਗਰ/ਖਰੜ (384, 39, 586, 57)
phase11-col-1 (28, 466, 146, 706)
pothole-photo-2 (268, 466, 386, 586)
pothole-photo (152, 466, 262, 586)
sudoku-cell[interactable] (902, 528, 929, 552)
school-byline: ਐਸ.ਏ.ਐਸ. ਨਗਰ, 5 ਅਗਸਤ (ਪੈਗਾਮ-ਏ-ਜਗਤ) (28, 859, 179, 868)
sudoku-cell[interactable]: 6 (956, 528, 983, 552)
sudoku-cell[interactable]: 5 (820, 360, 847, 384)
aerocity-col-3: ਪਲਾਟਾਂ ਦੀ ਤੁਰੰਤ ਸਾਫ ਸਫਾਈ ਕਰਵਾਈ ਜਾਵੇ। ਵਸਨੀਕਾਂ ਨੇ ਕਿਹਾ ਕਿ ਖਾਸ ਕਰਕੇ ਐਚ ਬਲਾਕ ਅਤੇ ਐਫ ਬਲਾਕ ਵਿੱਚ ਆਵਾਰਾ ਪਸ਼ੂਆਂ ਨੂੰ ਫੜਨ ਦਾ ਕੋਈ ਪ੍ਰਬੰਧ ਕੀਤਾ ਜਾਵੇ ਤਾਂ ਜੋ ਬਿਮਾਰੀਆਂ ਫੈਲਣ ਤੋਂ ਰੋਕੀਆਂ ਜਾ ਸਕਣ। ਨਿਵਾਸੀਆਂ ਦਾ ਕਹਿਣਾ ਹੈ ਕਿ ਉਹ ਪਹਿਲਾਂ ਵੀ ਕਈ ਵਾਰ ਸ਼ਿਕਾਇਤਾਂ ਕਰ ਚੁੱਕੇ ਹਨ। (636, 467, 752, 553)
sudoku-cell[interactable]: 1 (847, 432, 874, 456)
draftsman-headline: ਪੰਜਾਬ ਡਰਾਫਟਸਮੈਨ ਐਸੋਸੀਏਸ਼ਨ ਵੱਲੋਂ 7 ਅਗਸਤ ਨੂੰ ਚੰਡੀਗੜ੍ਹ ਵਿਖੇ ਹੋ ਰਹੀ ਮਹਾ ਰੈਲੀ ਵਿੱਚ ਸ਼ਮੂਲੀਅਤ ਦਾ ਐਲਾਨ (284, 717, 448, 760)
main-byline: ਐਸ.ਏ.ਐਸ. ਨਗਰ, 5 ਅਗਸਤ (ਪੈਗਾਮ-ਏ-ਜਗਤ) (28, 129, 146, 149)
sudoku-cell[interactable]: 8 (956, 456, 983, 480)
